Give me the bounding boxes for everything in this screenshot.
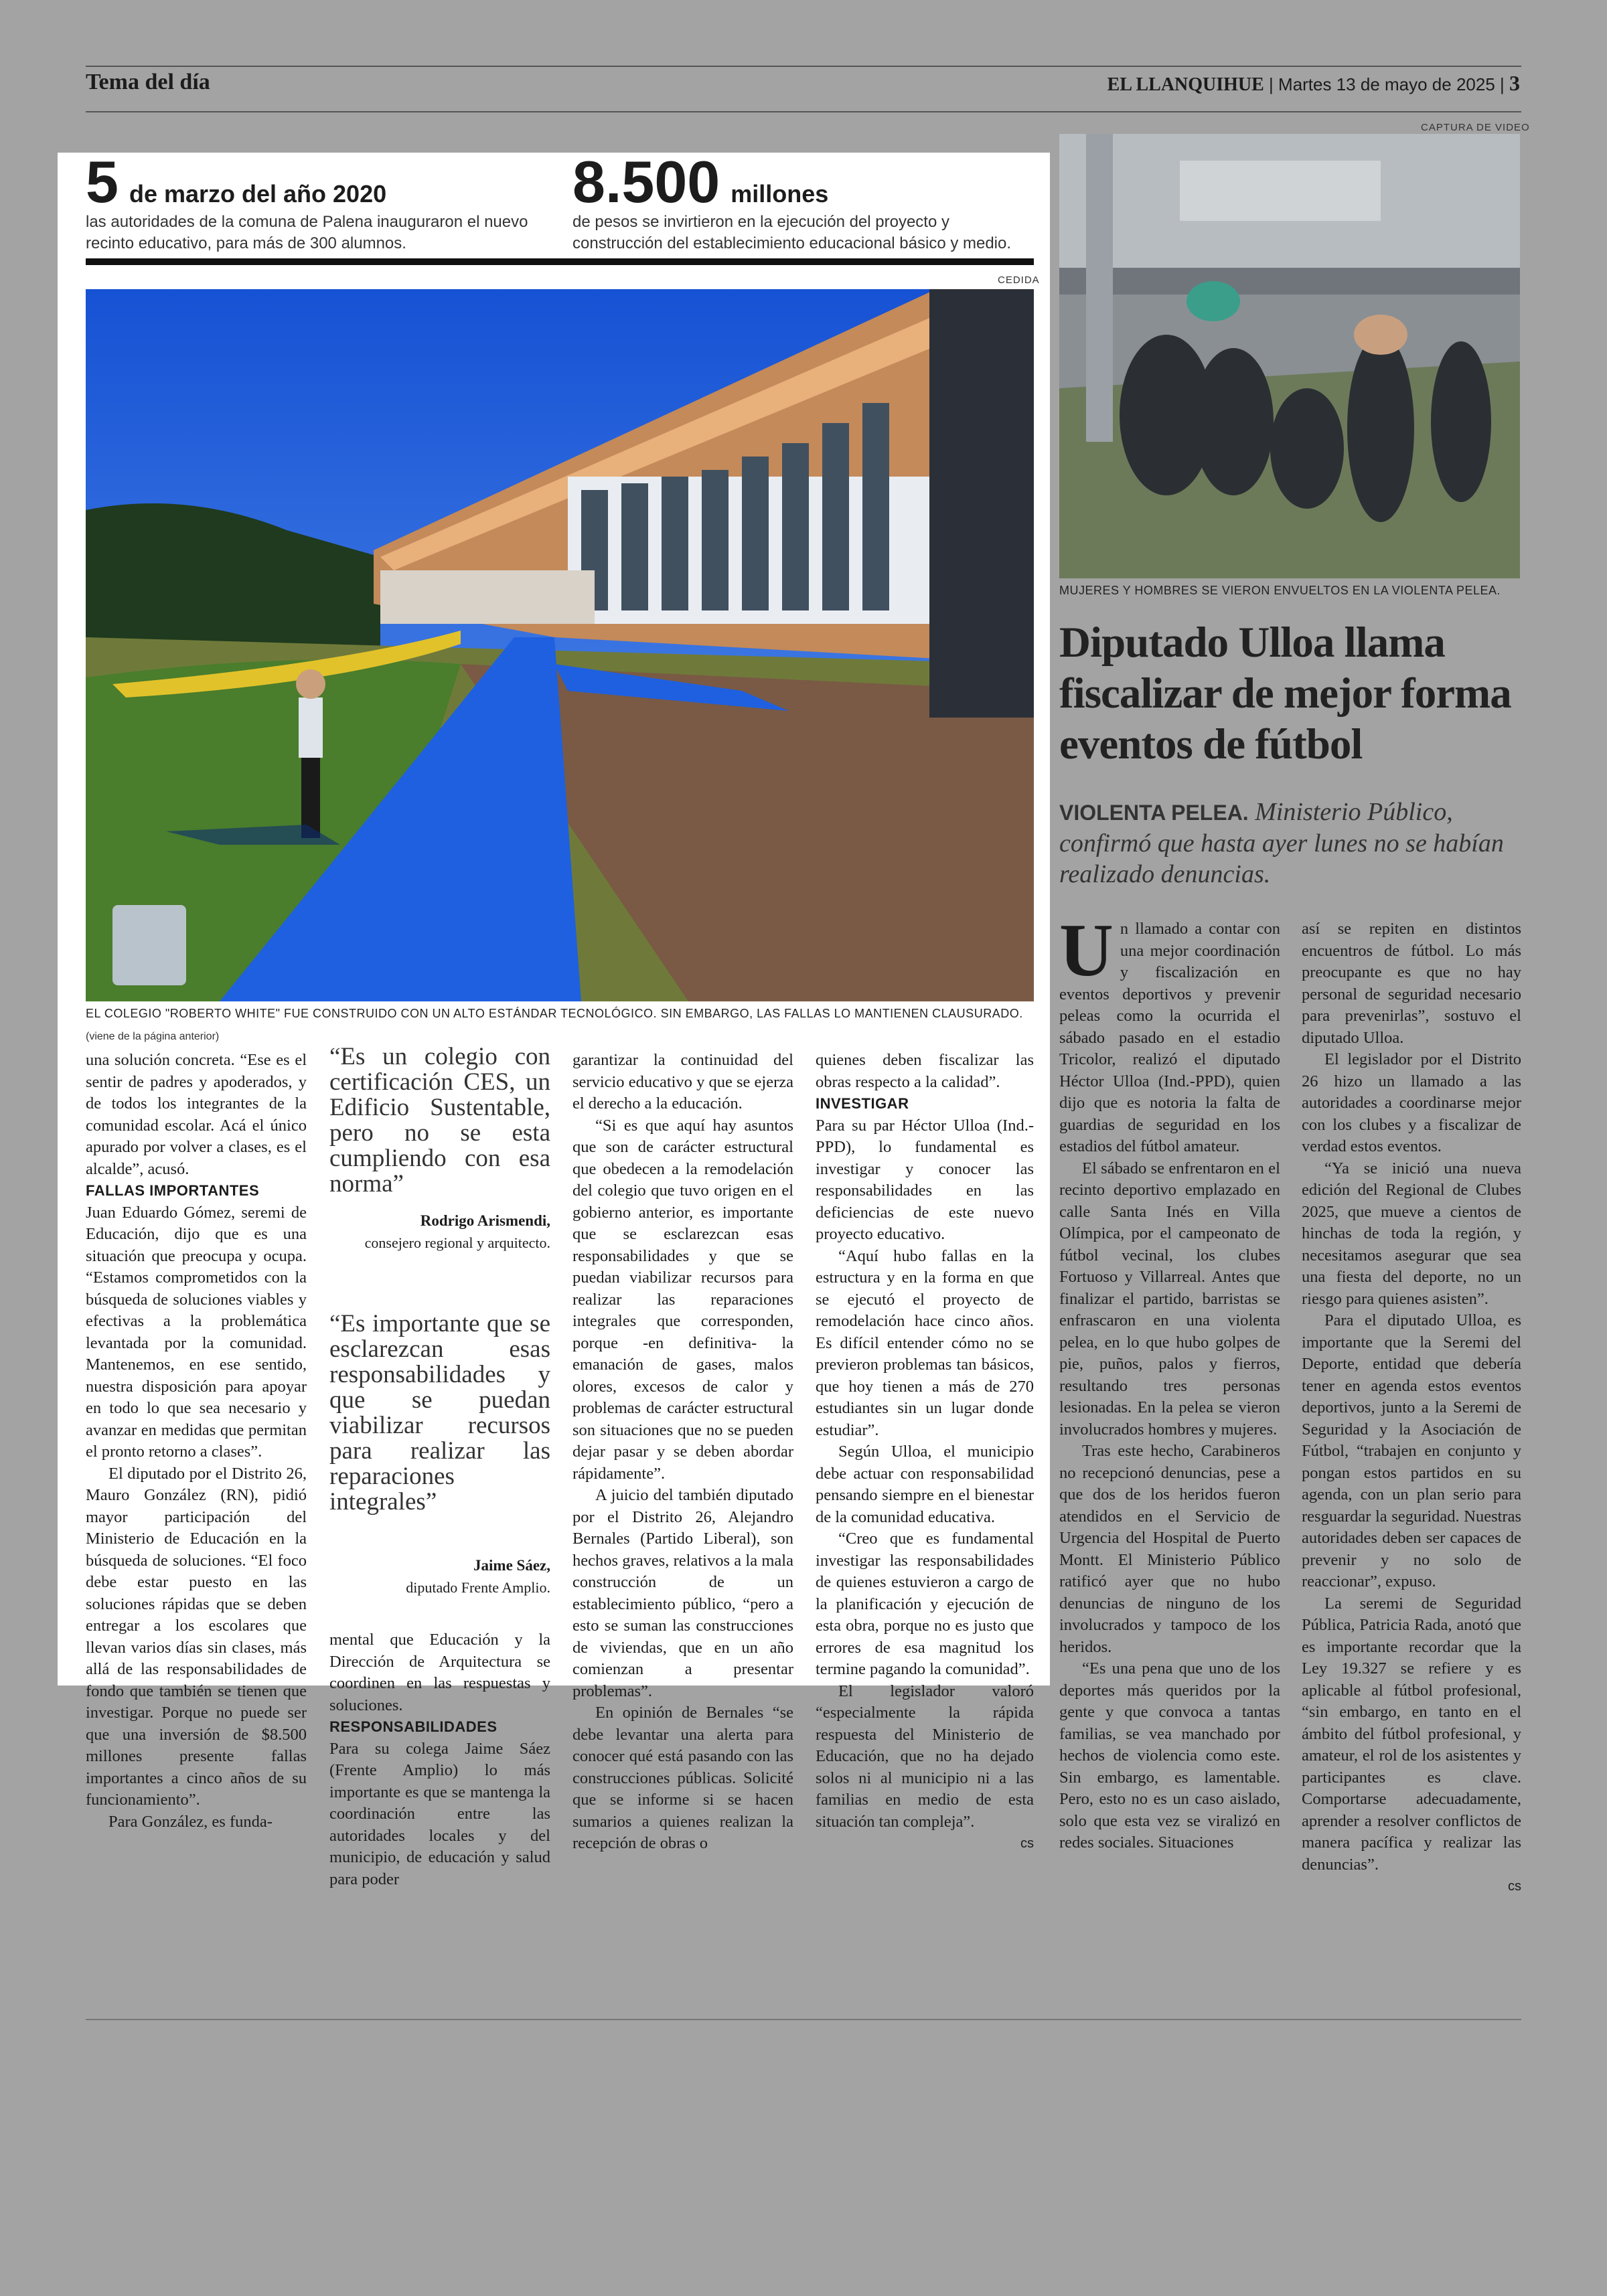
paragraph: “Creo que es fundamental investigar las responsabilidades de quienes estuvieron a cargo de la planificación y ejecución de esta obra, porque no es justo que errores de esa magnitud los termine pagando la comunidad”. [816, 1530, 1034, 1678]
stats-rule [86, 258, 1034, 265]
paragraph: El diputado por el Distrito 26, Mauro González (RN), pidió mayor participación del Ministerio de Educación en la búsqueda de soluciones. “El foco debe estar puesto en las soluciones rápidas que se deben entregar a los escolares que llevan varios días sin clases, más allá de las responsabilidades de fondo que también se tienen que investigar. Porque no puede ser que una inversión de $8.500 millones presente fallas importantes a cinco años de su funcionamiento”. [86, 1464, 307, 1809]
paragraph: Tras este hecho, Carabineros no recepcionó denuncias, pese a que dos de los heridos fueron atendidos en el Servicio de Urgencia del Hospital de Puerto Montt. El Ministerio Público ratificó ayer que no hubo denuncias de ninguno de los involucrados y tampoco de los heridos. [1059, 1442, 1280, 1656]
school-building-illustration [86, 289, 1034, 1001]
left-article-col-2-text [329, 1629, 550, 1890]
stat-2-desc: de pesos se invirtieron en la ejecución del proyecto y construcción del establecimiento educacional básico y medio. [572, 213, 1012, 252]
paragraph: “Es una pena que uno de los deportes más queridos por la gente y que convoca a tantas familias, se vea manchado por hechos de violencia como este. Sin embargo, es lamentable. Pero, esto no es un caso aislado, solo que esta vez se viralizó en redes sociales. Situaciones [1059, 1659, 1280, 1852]
headline: Diputado Ulloa llama fiscalizar de mejor forma eventos de fútbol [1059, 619, 1511, 768]
paragraph: Para su colega Jaime Sáez (Frente Amplio) lo más importante es que se mantenga la coordinación entre las autoridades locales y del municipio, de educación y salud para poder [329, 1739, 550, 1888]
paragraph: Para González, es funda- [108, 1812, 273, 1831]
subhead: RESPONSABILIDADES [329, 1718, 498, 1735]
paragraph: mental que Educación y la Dirección de Arquitectura se coordinen en las respuestas y soluciones. [329, 1631, 550, 1714]
paragraph: así se repiten en distintos encuentros de fútbol. Lo más preocupante es que no hay personal de seguridad necesario para prevenirlas”, sostuvo el diputado Ulloa. [1302, 920, 1521, 1047]
pull-quote-1-role: consejero regional y arquitecto. [364, 1234, 550, 1251]
paragraph: El legislador valoró “especialmente la rápida respuesta del Ministerio de Educación, que no ha dejado solos ni al municipio ni a las familias en medio de esta situación tan compleja”. [816, 1682, 1034, 1831]
paragraph: “Ya se inició una nueva edición del Regional de Clubes 2025, que mueve a cientos de hinchas de toda la región, y necesitamos asegurar que sea una fiesta del deporte, no un riesgo para quienes asisten”. [1302, 1159, 1521, 1308]
paragraph: La seremi de Seguridad Pública, Patricia Rada, anotó que es importante recordar que la Ley 19.327 se refiere y es aplicable al fútbol profesional, “sin embargo, en tanto en el ámbito del fútbol profesional, y amateur, el rol de los asistentes y participantes es clave. Comportarse adecuadamente, aprender a resolver conflictos de manera pacífica y realizar las denuncias”. [1302, 1594, 1521, 1874]
stat-2-unit: millones [731, 180, 829, 208]
left-article-col-1 [86, 1050, 307, 1833]
side-photo [1059, 134, 1520, 578]
header-top-rule [86, 66, 1521, 67]
left-article-col-3 [572, 1050, 793, 1855]
header-bottom-rule [86, 111, 1521, 112]
continued-note: (viene de la página anterior) [86, 1031, 220, 1042]
end-mark: cs [1508, 1879, 1521, 1894]
paragraph: una solución concreta. “Ese es el sentir de padres y apoderados, y de todos los integrantes de la comunidad escolar. Acá el único apurado por volver a clases, es el alcalde”, acusó. [86, 1051, 307, 1178]
paragraph: Para el diputado Ulloa, es importante que la Seremi del Deporte, entidad que debería tener en agenda estos eventos deportivos, junto a la Seremi de Seguridad y la Asociación de Fútbol, “trabajen en conjunto y pongan estos partidos en su agenda, con un plan serio para resguardar la seguridad. Nuestras autoridades deben ser capaces de prevenir y no solo de reaccionar”, expuso. [1302, 1311, 1521, 1590]
left-article-col-2 [329, 1044, 550, 1598]
issue-date: Martes 13 de mayo de 2025 [1278, 74, 1495, 94]
paragraph: Juan Eduardo Gómez, seremi de Educación, dijo que es una situación que preocupa y ocupa. “Estamos comprometidos con la búsqueda de soluciones viables y efectivas a la problemática levantada por la comunidad. Mantenemos, en ese sentido, nuestra disposición para apoyar en todo lo que sea necesario y avanzar en medidas que permitan el pronto retorno a clases”. [86, 1203, 307, 1461]
paragraph: El sábado se enfrentaron en el recinto deportivo emplazado en calle Santa Inés en Villa Olímpica, por el campeonato de fútbol vecinal, los clubes Fortuoso y Villarreal. Antes que finalizar el partido, barristas se enfrascaron en una violenta pelea, en lo que hubo golpes de pie, puños, palos y fierros, resultando tres personas lesionadas. En la pelea se vieron involucrados hombres y mujeres. [1059, 1159, 1280, 1439]
paragraph: El legislador por el Distrito 26 hizo un llamado a las autoridades a coordinarse mejor con los clubes y a fiscalizar de verdad estos eventos. [1302, 1050, 1521, 1155]
paragraph: En opinión de Bernales “se debe levantar una alerta para conocer qué está pasando con las construcciones públicas. Solicité que se informe si se hacen sumarios a quienes realizan la recepción de obras o [572, 1704, 793, 1852]
right-article-col-2 [1302, 918, 1521, 1898]
side-photo-credit: CAPTURA DE VIDEO [1421, 122, 1530, 133]
pull-quote-1: “Es un colegio con certificación CES, un Edificio Sustentable, pero no se esta cumpliendo con esa norma” [329, 1043, 550, 1198]
main-photo [86, 289, 1034, 1001]
main-photo-credit: CEDIDA [998, 274, 1040, 286]
paragraph: “Si es que aquí hay asuntos que son de carácter estructural que obedecen a la remodelación del colegio que tuvo origen en el gobierno anterior, es importante que se esclarezcan esas responsabilidades y que se puedan viabilizar recursos para realizar las reparaciones integrales que corresponden, porque -en definitiva- la emanación de gases, malos olores, excesos de calor y problemas de carácter estructural son situaciones que no se pueden dejar pasar y se deben abordar rápidamente”. [572, 1116, 793, 1483]
subhead: INVESTIGAR [816, 1095, 909, 1112]
paragraph-text: n llamado a contar con una mejor coordinación y fiscalización en eventos deportivos y prevenir peleas como la ocurrida el sábado pasado en el estadio Tricolor, realizó el diputado Héctor Ulloa (Ind.-PPD), quien dijo que es notoria la falta de guardias de seguridad en los estadios del fútbol amateur. [1059, 920, 1280, 1155]
main-photo-caption: EL COLEGIO "ROBERTO WHITE" FUE CONSTRUIDO CON UN ALTO ESTÁNDAR TECNOLÓGICO. SIN EMBARGO, LAS FALLAS LO MANTIENEN CLAUSURADO. [86, 1007, 1023, 1020]
paragraph [1059, 909, 1280, 1158]
paragraph: quienes deben fiscalizar las obras respecto a la calidad”. [816, 1051, 1034, 1091]
pull-quote-1-name: Rodrigo Arismendi, [420, 1212, 550, 1229]
paragraph: Según Ulloa, el municipio debe actuar con responsabilidad pensando siempre en el bienestar de la comunidad educativa. [816, 1443, 1034, 1526]
left-article-col-4 [816, 1050, 1034, 1855]
newspaper-name: EL LLANQUIHUE [1107, 74, 1264, 95]
pull-quote-2-role: diputado Frente Amplio. [406, 1578, 550, 1596]
deck-text: Ministerio Público, confirmó que hasta ayer lunes no se habían realizado denuncias. [1059, 798, 1504, 888]
page-number: 3 [1509, 71, 1520, 95]
masthead: EL LLANQUIHUE | Martes 13 de mayo de 2025 | 3 [1107, 71, 1520, 95]
section-label: Tema del día [86, 70, 210, 94]
fight-scene-illustration [1059, 134, 1520, 578]
deck-lead: VIOLENTA PELEA. [1059, 801, 1249, 825]
stat-1 [86, 149, 554, 254]
deck [1059, 797, 1528, 890]
paragraph: Para su par Héctor Ulloa (Ind.-PPD), lo fundamental es investigar y conocer las responsabilidades en las deficiencias de este nuevo proyecto educativo. [816, 1116, 1034, 1243]
stat-2-big: 8.500 [572, 149, 720, 215]
paragraph: “Aquí hubo fallas en la estructura y en la forma en que se ejecutó el proyecto de remodelación hace cinco años. Es difícil entender cómo no se previeron problemas tan básicos, que hoy tienen a más de 270 estudiantes sin un lugar donde estudiar”. [816, 1246, 1034, 1439]
paragraph: garantizar la continuidad del servicio educativo y que se ejerza el derecho a la educación. [572, 1051, 793, 1113]
side-photo-caption: MUJERES Y HOMBRES SE VIERON ENVUELTOS EN LA VIOLENTA PELEA. [1059, 584, 1501, 597]
paragraph: A juicio del también diputado por el Distrito 26, Alejandro Bernales (Partido Liberal), son hechos graves, relativos a la mala construcción de un establecimiento público, “pero a esto se suman las construcciones de viviendas, que en un año comienzan a presentar problemas”. [572, 1486, 793, 1700]
stat-1-unit: de marzo del año 2020 [129, 180, 387, 208]
pull-quote-2: “Es importante que se esclarezcan esas responsabilidades y que se puedan viabilizar recursos para realizar las reparaciones integrales” [329, 1310, 550, 1515]
footer-rule [86, 2019, 1521, 2020]
stat-1-big: 5 [86, 149, 119, 215]
pull-quote-2-name: Jaime Sáez, [473, 1557, 550, 1574]
end-mark: cs [1020, 1836, 1034, 1851]
right-article-col-1 [1059, 909, 1280, 1854]
subhead: FALLAS IMPORTANTES [86, 1182, 260, 1199]
dropcap: U [1059, 909, 1114, 992]
stat-1-desc: las autoridades de la comuna de Palena inauguraron el nuevo recinto educativo, para más de 300 alumnos. [86, 213, 528, 252]
stat-2 [572, 149, 1041, 254]
